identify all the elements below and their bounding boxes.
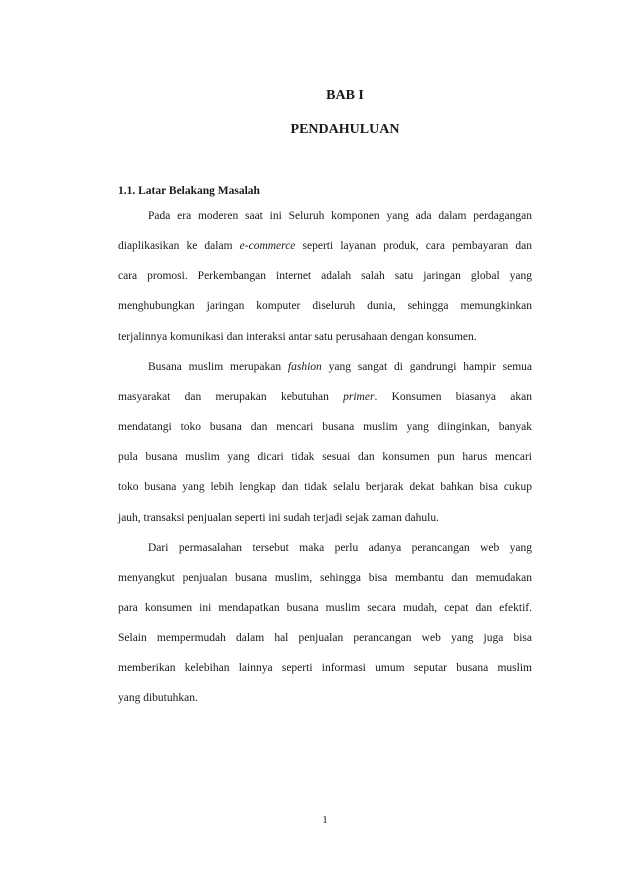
text-run: . Konsumen biasanya akan (374, 391, 532, 403)
text-run: Dari permasalahan tersebut maka perlu adanya perancangan web yang (148, 542, 532, 554)
text-run: pula busana muslim yang dicari tidak sesuai dan konsumen pun harus mencari (118, 451, 532, 463)
paragraph-1-line (118, 299, 532, 313)
paragraph-2-line (118, 390, 532, 404)
text-run: diaplikasikan ke dalam (118, 240, 240, 252)
text-run: terjalinnya komunikasi dan interaksi antar satu perusahaan dengan konsumen. (118, 331, 477, 343)
paragraph-1-line (148, 209, 532, 223)
text-run: masyarakat dan merupakan kebutuhan (118, 391, 344, 403)
paragraph-2-line (118, 420, 532, 434)
paragraph-2-line (118, 511, 532, 525)
text-run: para konsumen ini mendapatkan busana muslim secara mudah, cepat dan efektif. (118, 602, 532, 614)
section-heading: 1.1. Latar Belakang Masalah (118, 185, 260, 197)
paragraph-3-line (118, 661, 532, 675)
paragraph-1-line (118, 239, 532, 253)
paragraph-3-line (118, 631, 532, 645)
text-run: mendatangi toko busana dan mencari busana muslim yang diinginkan, banyak (118, 421, 532, 433)
text-run: Pada era moderen saat ini Seluruh komponen yang ada dalam perdagangan (148, 210, 532, 222)
text-run: Selain mempermudah dalam hal penjualan perancangan web yang juga bisa (118, 632, 532, 644)
italic-term: e-commerce (239, 240, 296, 252)
paragraph-2-line (118, 480, 532, 494)
paragraph-3-line (118, 571, 532, 585)
text-run: cara promosi. Perkembangan internet adalah salah satu jaringan global yang (118, 270, 532, 282)
paragraph-2-line (148, 360, 532, 374)
paragraph-1-line (118, 269, 532, 283)
paragraph-2-line (118, 450, 532, 464)
text-run: Busana muslim merupakan (148, 361, 288, 373)
text-run: memberikan kelebihan lainnya seperti informasi umum seputar busana muslim (118, 662, 532, 674)
italic-term: fashion (287, 361, 322, 373)
text-run: seperti layanan produk, cara pembayaran dan (295, 240, 532, 252)
paragraph-3-line (148, 541, 532, 555)
text-run: yang dibutuhkan. (118, 692, 198, 704)
paragraph-3-line (118, 601, 532, 615)
paragraph-3-line (118, 691, 532, 705)
text-run: menghubungkan jaringan komputer diseluruh dunia, sehingga memungkinkan (118, 300, 532, 312)
paragraph-1-line (118, 330, 532, 344)
italic-term: primer (343, 391, 375, 403)
text-run: toko busana yang lebih lengkap dan tidak selalu berjarak dekat bahkan bisa cukup (118, 481, 532, 493)
page-number: 1 (322, 814, 328, 826)
chapter-number: BAB I (326, 88, 364, 103)
text-run: jauh, transaksi penjualan seperti ini sudah terjadi sejak zaman dahulu. (118, 512, 439, 524)
chapter-title: PENDAHULUAN (290, 122, 400, 137)
text-run: menyangkut penjualan busana muslim, sehingga bisa membantu dan memudakan (118, 572, 532, 584)
text-run: yang sangat di gandrungi hampir semua (321, 361, 532, 373)
